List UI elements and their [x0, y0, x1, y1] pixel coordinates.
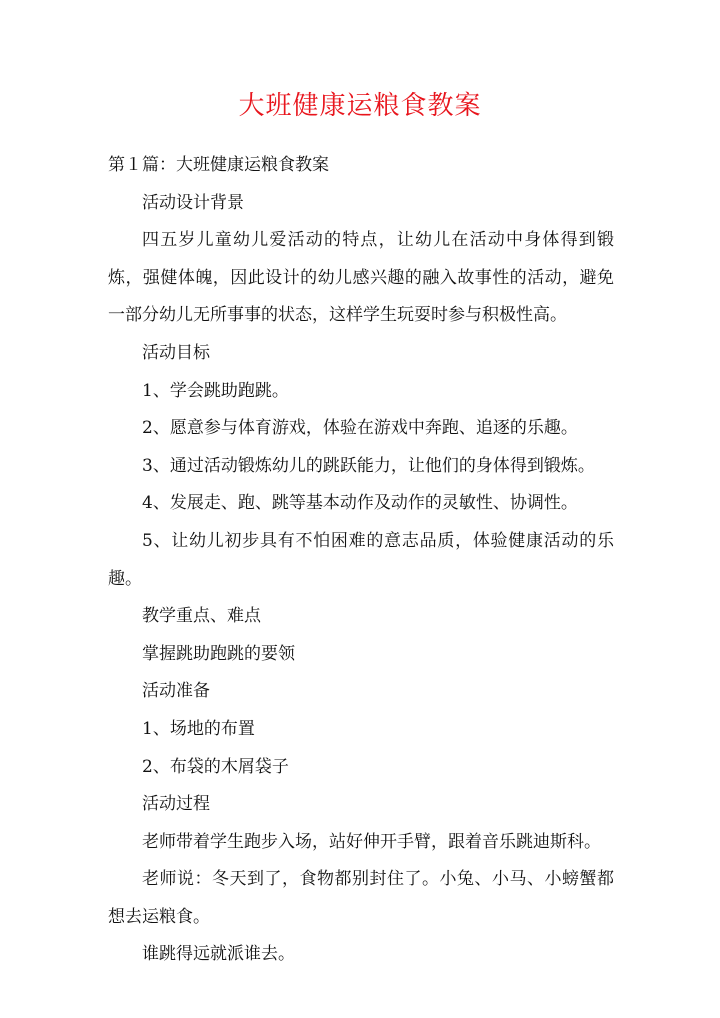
- paragraph-keypoints-text: 掌握跳助跑跳的要领: [142, 643, 295, 664]
- paragraph-goal-2: 2、愿意参与体育游戏，体验在游戏中奔跑、追逐的乐趣。: [142, 418, 578, 439]
- paragraph-goal-1: 1、学会跳助跑跳。: [142, 380, 289, 401]
- paragraph-keypoints-heading: 教学重点、难点: [142, 606, 261, 627]
- paragraph-process-1: 老师带着学生跑步入场，站好伸开手臂，跟着音乐跳迪斯科。: [142, 831, 601, 852]
- paragraph-goal-5: 5、让幼儿初步具有不怕困难的意志品质，体验健康活动的乐趣。: [108, 530, 614, 589]
- paragraph-goal-3: 3、通过活动锻炼幼儿的跳跃能力，让他们的身体得到锻炼。: [142, 455, 595, 476]
- paragraph-process-2: 老师说：冬天到了，食物都别封住了。小兔、小马、小螃蟹都想去运粮食。: [108, 869, 614, 927]
- paragraph-preparation-1: 1、场地的布置: [142, 718, 255, 739]
- paragraph-preparation-2: 2、布袋的木屑袋子: [142, 756, 289, 777]
- paragraph-process-3: 谁跳得远就派谁去。: [142, 944, 295, 965]
- paragraph-background-heading: 活动设计背景: [142, 192, 244, 213]
- document-body: [108, 147, 614, 974]
- paragraph-section-heading: 第１篇：大班健康运粮食教案: [108, 155, 329, 175]
- paragraph-preparation-heading: 活动准备: [142, 681, 210, 702]
- paragraph-goal-4: 4、发展走、跑、跳等基本动作及动作的灵敏性、协调性。: [142, 493, 578, 514]
- paragraph-background-text: 四五岁儿童幼儿爱活动的特点，让幼儿在活动中身体得到锻炼，强健体魄，因此设计的幼儿感兴趣的融入故事性的活动，避免一部分幼儿无所事事的状态，这样学生玩耍时参与积极性高。: [108, 230, 614, 326]
- paragraph-process-heading: 活动过程: [142, 794, 210, 815]
- document-title: 大班健康运粮食教案: [238, 91, 482, 121]
- paragraph-goals-heading: 活动目标: [142, 342, 210, 363]
